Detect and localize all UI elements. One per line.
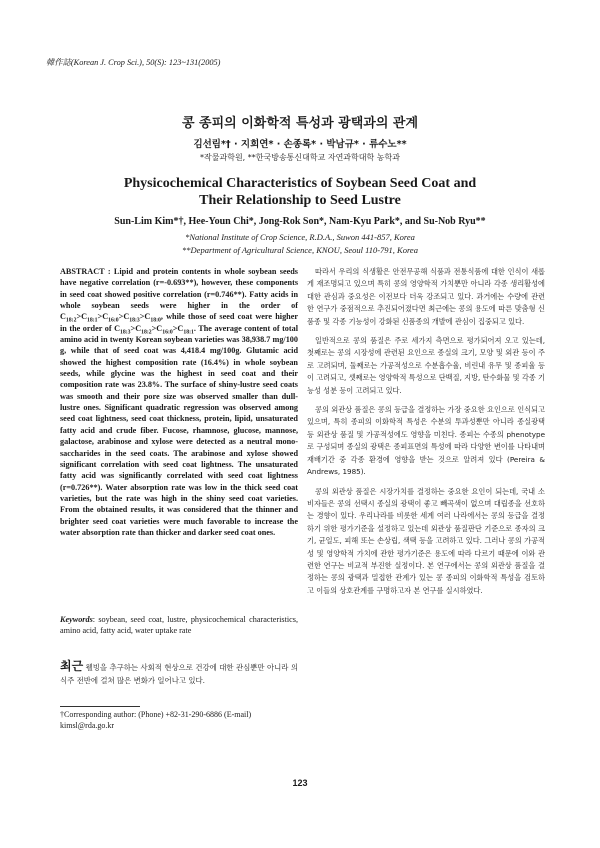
korean-title: 콩 종피의 이화학적 특성과 광택과의 관계 (181, 116, 419, 131)
korean-affiliation: *작물과학원, **한국방송통신대학교 자연과학대학 농학과 (200, 153, 400, 162)
intro-left-column (60, 660, 298, 687)
intro-left-text: 웰빙을 추구하는 사회적 현상으로 건강에 대한 관심뿐만 아니라 의식주 전반에 걸쳐 많은 변화가 일어나고 있다. (60, 663, 298, 685)
english-title-line-1: Physicochemical Characteristics of Soybean Seed Coat and (123, 176, 477, 191)
keywords-text: : soybean, seed coat, lustre, physicochemical characteristics, amino acid, fatty acid, water uptake rate (60, 615, 298, 636)
english-authors: Sun-Lim Kim*†, Hee-Youn Chi*, Jong-Rok Son*, Nam-Kyu Park*, and Su-Nob Ryu** (114, 216, 486, 227)
corresponding-author-footnote: †Corresponding author: (Phone) +82-31-290-6886 (E-mail) kimsl@rda.go.kr (60, 710, 252, 730)
journal-header: 韓作誌(Korean J. Crop Sci.), 50(S): 123~131(2005) (46, 58, 221, 67)
intro-right-column (307, 266, 545, 604)
korean-authors: 김선림*† · 지희연* · 손종록* · 박남규* · 류수노** (193, 139, 407, 150)
english-title (0, 175, 600, 209)
fatty-acid-order-whole: $C_{18:2}>C_{18:1}>C_{16:0}>C_{18:3}>C_{18:0}$ (60, 312, 161, 325)
paragraph: 콩의 외관상 품질은 시장가치를 결정하는 중요한 요인이 되는데, 국내 소비자들은 콩의 선택시 종실의 광택이 좋고 빼곡색이 없으며 대립종을 선호하는 경향이 있다. 우리나라를 비롯한 세계 여러 나라에서는 콩의 등급을 결정하기 위한 평가기준을 설정하고 있는데 외관상 품질판단 기준으로 종자의 크기, 균일도, 피해 또는 손상립, 색택 등을 고려하고 있다. 그러나 콩의 가공적성 및 영양학적 가치에 관한 평가기준은 용도에 따라 다르기 때문에 이와 관련한 연구는 비교적 부진한 실정이다. 본 연구에서는 콩의 외관상 품질을 결정하는 콩의 광택과 밀접한 관계가 있는 콩 종피의 이화학적 특성을 검토하고 이들의 상호관계를 구명하고자 본 연구를 실시하였다. (307, 486, 545, 595)
paragraph: 따라서 우리의 식생활은 안전무공해 식품과 전통식품에 대한 인식이 새롭게 재조명되고 있으며 특히 콩의 영양학적 가치뿐만 아니라 각종 생리활성에 대한 관심과 중요성은 이전보다 더욱 강조되고 있다. 과거에는 수량에 관련한 연구가 중점적으로 추진되어졌다면 최근에는 콩의 용도에 따른 맞춤형 신품종 및 각종 기능성이 강화된 신품종의 개발에 관심이 집중되고 있다. (307, 267, 545, 326)
intro-dropcap: 최근 (60, 659, 84, 673)
paragraph: 콩의 외관상 품질은 콩의 등급을 결정하는 가장 중요한 요인으로 인식되고 있으며, 특히 종피의 이화학적 특성은 수분의 투과성뿐만 아니라 종실광택 등 외관상 품질 및 가공적성에도 영향을 미친다. 종피는 수종의 phenotype로 구성되며 종실의 광택은 종피표면의 특성에 따라 다양한 변이를 나타내며 재배기간 중 각종 환경에 영향을 받는 것으로 알려져 있다 (Pereira & Andrews, 1985). (307, 405, 545, 477)
paragraph: 일반적으로 콩의 품질은 주로 세가지 측면으로 평가되어져 오고 있는데, 첫째로는 콩의 시장성에 관련된 요인으로 종실의 크기, 모양 및 외관 등이 주로 고려되며, 둘째로는 가공적성으로 수분흡수율, 비린내 유무 및 종피율 등이 고려되고, 셋째로는 영양학적 특성으로 단백질, 지방, 탄수화물 및 각종 기능성 성분 등이 고려되고 있다. (307, 336, 545, 395)
abstract (60, 266, 298, 538)
english-affiliation-2: **Department of Agricultural Science, KNOU, Seoul 110-791, Korea (182, 245, 418, 255)
abstract-part-1: ABSTRACT : Lipid and protein contents in whole soybean seeds have negative correlation (r=-0.693**), however, these components in seed coat showed positive correlation (r=0.746**). Fatty acids in whole soybean seeds were higher in the order of (60, 267, 298, 311)
abstract-part-2: , while those of seed coat were higher in the order of (60, 312, 298, 333)
english-affiliation-1: *National Institute of Crop Science, R.D.A., Suwon 441-857, Korea (185, 232, 415, 242)
page-number: 123 (292, 778, 308, 788)
footnote-divider (60, 706, 140, 707)
keywords (60, 614, 298, 637)
english-title-line-2: Their Relationship to Seed Lustre (199, 193, 401, 208)
abstract-part-3: . The average content of total amino acid in twenty Korean soybean varieties was 38,938.7 mg/100 g, while that of seed coat was 4,418.4 mg/100g. Glutamic acid showed the highest composition rate (16.4%) in whole soybean seeds, while glycine was the highest in seed coat and their composition rate was 23.8%. The surface of shiny-lustre seed coats was smooth and their pore size was observed smaller than dull-lustre ones. Significant quadratic regression was observed among seed coat lightness, seed coat thickness, protein, lipid, unsaturated fatty acid and crude fiber. Fucose, rhamnose, glucose, mannose, galactose, arabinose and xylose were detected as a neutral mono-saccharides in the seed coats. The arabinose and xylose showed significant correlation with seed coat lightness. The unsaturated fatty acid was significantly correlated with seed coat lightness (r=0.726**). Water absorption rate was low in the thick seed coat varieties, but the rate was high in the shiny seed coat varieties. From the obtained results, it was considered that the thinner and brighter seed coat varieties were much favorable to increase the water absorption rate than thicker and darker seed coat ones. (60, 323, 298, 537)
keywords-label: Keywords (60, 615, 93, 624)
fatty-acid-order-coat: $C_{18:3}>C_{18:2}>C_{16:0}>C_{18:1}$ (114, 323, 194, 336)
